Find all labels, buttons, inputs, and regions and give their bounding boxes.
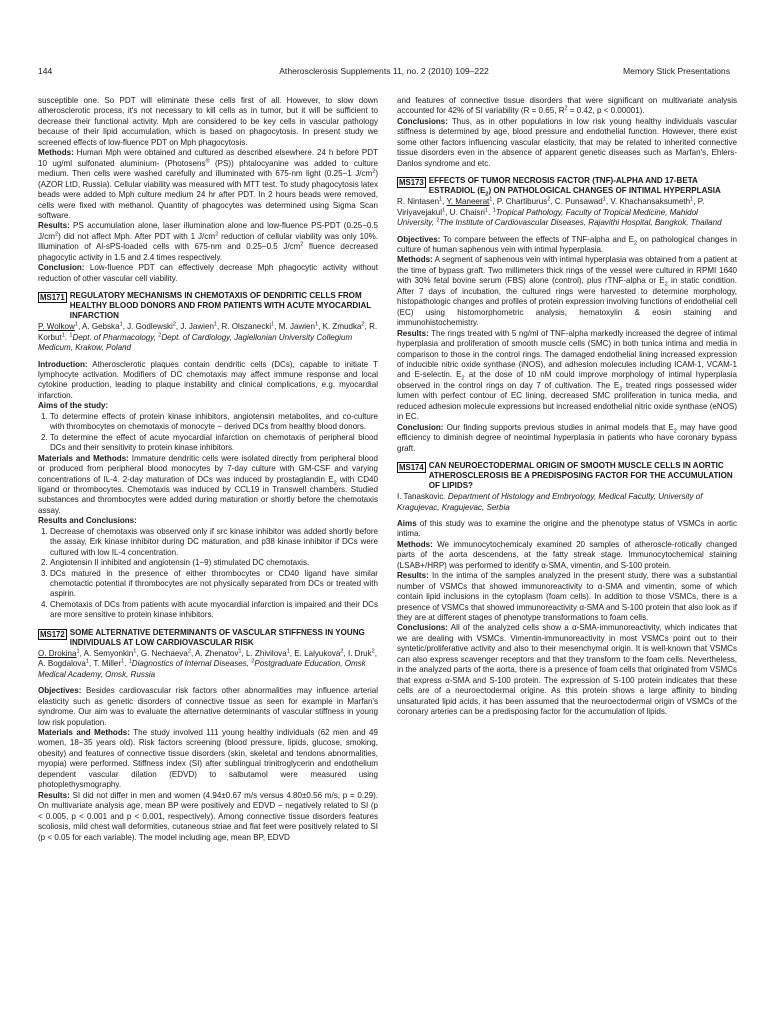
results-list xyxy=(38,527,378,621)
materials-methods-paragraph: Materials and Methods: The study involved 111 young healthy individuals (62 men and 49 women, 18−35 years old). Risk factors screening (blood pressure, lipids, glucose, smoking, obesity) and features of connective tissue disorders (skin, skeletal and tendons abnormalities, myopia) were performed. Stiffness index (SI) after sublingual trinitroglycerin and endothelium dependent vascular dilation (EDVD) to salbutamol were measured using photoplethysmography. xyxy=(38,728,378,790)
abstract-ms174 xyxy=(397,461,737,718)
abstract-heading xyxy=(397,461,737,491)
conclusions-paragraph: Conclusions: All of the analyzed cells show a α-SMA-immunoreactivity, which indicates that we are dealing with VSMCs. Vimentin-immunoreactivity in most VSMCs point out to their syntetic/proliferative activity and also to their mesenchymal origin. It is well-known that VSMCs can also express scavenger receptors and that they transform to the foam cells. Nevertheless, in the analyzed parts of the aorta, there is a presence of foam cells that originated from VSMCs that express α-SMA and S-100 protein. The expression of S-100 protein indicates that these cells are of a neuroectodermal origine. As this protein shows a large affinity to binding unsaturated lipid acids, it has been assumed that the neuroectodermal origin of VSMCs of the coronary arteries can be a predisposing factor for the accumulation of lipids. xyxy=(397,623,737,717)
right-column xyxy=(397,96,737,718)
materials-methods-paragraph: Materials and Methods: Immature dendritic cells were isolated directly from peripheral blood or produced from peripheral blood monocytes by 7-day culture with GM-CSF and varying concentrations of IL-4. 2-day maturation of DCs was induced by prostaglandin $E_2$ with CD40 ligand or thrombocytes. Chemotaxis was induced by CCL19 in Transwell chambers. Studied substances and thrombocytes were added during maturation or shortly before the chemotaxis assay. xyxy=(38,453,378,515)
abstract-title: CAN NEUROECTODERMAL ORIGIN OF SMOOTH MUSCLE CELLS IN AORTIC ATHEROSCLEROSIS BE A PREDISPOSING FACTOR FOR THE ACCUMULATION OF LIPIDS? xyxy=(428,461,733,491)
aims-heading: Aims of the study: xyxy=(38,401,109,411)
author-list: P. Wolkow$^1$, A. Gebska$^1$, J. Godlewski$^2$, J. Jawien$^1$, R. Olszanecki$^1$, M. Jawien$^1$, K. Zmudka$^2$, R. Korbut$^1$. $^1$Dept. of Pharmacology, $^2$Dept. of Cardiology, Jagiellonian University Collegium Medicum, Krakow, Poland xyxy=(38,321,378,353)
journal-citation: Atherosclerosis Supplements 11, no. 2 (2010) 109–222 xyxy=(279,66,489,76)
abstract-heading xyxy=(38,628,378,648)
author-list: R. Nintasen$^1$, Y. Maneerat$^1$, P. Chartiburus$^2$, C. Punsawad$^1$, V. Khachansaksumeth$^1$, P. Viriyavejakul$^1$, U. Chaisri$^1$. $^1$Tropical Pathology, Faculty of Tropical Medicine, Mahidol University, $^2$The Institute of Cardiovascular Diseases, Rajavithi Hospital, Bangkok, Thailand xyxy=(397,196,722,228)
list-item: 2. Angiotensin II inhibited and angiotensin (1−9) stimulated DC chemotaxis. xyxy=(50,558,378,568)
methods-paragraph: Methods: A segment of saphenous vein with intimal hyperplasia was obtained from a patient at the time of bypass graft. Two millimeters thick rings of the vessel were cultured in RPMI 1640 with 30% fetal bovine serum (FBS) alone (control), plus rTNF-alpha or $E_2$ in static condition. After 7 days of incubation, the cultured rings were harvested to determine morphology, histopathologic changes and profiles of protein expression involving functions of endothelial cell (EC) using histomorphometric analysis, hematoxylin & eosin staining and immunohistochemistry. xyxy=(397,255,737,328)
list-item: 3. DCs matured in the presence of either thrombocytes or CD40 ligand have similar chemotactic potential if thrombocytes are not physically separated from DCs or treated with aspirin. xyxy=(50,569,378,600)
methods-paragraph: Methods: We immunocytochemicaly examined 20 samples of atheroscle-rotically changed parts of the aorta descendens, at the fatty streak stage. Immunocytochemical staining (LSAB+/HRP) was performed to identify α-SMA, vimentin, and S-100 protein. xyxy=(397,539,737,570)
abstract-ms171 xyxy=(38,291,378,621)
aims-list xyxy=(38,412,378,454)
list-item: 4. Chemotaxis of DCs from patients with acute myocardial infarction is impaired and their DCs are more sensitive to protein kinase inhibitors. xyxy=(50,600,378,621)
introduction-paragraph: Introduction: Atherosclerotic plaques contain dendritic cells (DCs), capable to initiate T lymphocyte activation. Modifiers of DC chemotaxis may affect immune response and local cytokine production, leading to plaque instability and clinical complications, e.g. myocardial infarction. xyxy=(38,359,378,400)
methods-paragraph: Methods: Human Mph were obtained and cultured as described elsewhere. 24 h before PDT 10 ug/ml sulfonated aluminium- (Photosens® (PS)) phtalocyanine was added to culture medium. Then cells were washed carefully and illuminated with 675-nm light (0.25−1 $J/cm^2$) (AZOR LtD, Russia). Cellular viability was measured with MTT test. To study phagocytosis latex beads were added to Mph culture medium 24 hr after PDT. In 2 hours beads were removed, cells were fixed with methanol. Quantity of phagocytes was determined using Sigma Scan software. xyxy=(38,148,378,220)
page-number: 144 xyxy=(38,66,53,76)
list-item: 1. Decrease of chemotaxis was observed only if src kinase inhibitor was added shortly before the assay, Erk kinase inhibitor during DC maturation, and p38 kinase inhibitor if DCs were cultured with low IL-4 concentration. xyxy=(50,527,378,558)
objectives-paragraph: Objectives: Besides cardiovascular risk factors other abnormalities may influence arterial elasticity such as genetic disorders of connective tissue as seen for example in Marfan's syndrome. Our aim was to evaluate the alternative determinants of vascular stiffness in young low risk population. xyxy=(38,686,378,727)
abstract-code: MS171 xyxy=(40,293,65,303)
objectives-paragraph: Objectives: To compare between the effects of TNF-alpha and $E_2$ on pathological changes in culture of human saphenous vein with intimal hyperplasia. xyxy=(397,234,738,254)
results-paragraph: Results: PS accumulation alone, laser illumination alone and low-fluence PS-PDT (0.25−0.5 $J/cm^2$) did not affect Mph. After PDT with 1 $J/cm^2$ reduction of cellular viability was only 10%. Illumination of Al-sPS-loaded cells with 675-nm and 0.25−0.5 $J/cm^2$ fluence decreased phagocytic activity in 1.5 and 2.4 times respectively. xyxy=(38,221,378,262)
running-header xyxy=(38,66,730,80)
abstract-continuation: susceptible one. So PDT will eliminate these cells first of all. However, to slow down atherosclerotic process, it's not necessary to kill cells as in tumor, but it will be sufficient to decrease their functional activity. Mph are considered to be key cells in vascular pathology because of their lipid accumulation, which is based on phagocytosis. In present study we screened effects of low-fluence PDT on Mph phagocytosis. xyxy=(38,96,378,147)
conclusion-paragraph: Conclusion: Low-fluence PDT can effectively decrease Mph phagocytic activity without reduction of other vascular cell viability. xyxy=(38,263,378,283)
abstract-code: MS172 xyxy=(40,629,65,639)
abstract-code: MS174 xyxy=(399,463,424,473)
abstract-title: EFFECTS OF TUMOR NECROSIS FACTOR (TNF)-ALPHA AND 17-BETA ESTRADIOL $(E_2)$ ON PATHOLOGICAL CHANGES OF INTIMAL HYPERPLASIA xyxy=(428,176,721,198)
abstract-title: REGULATORY MECHANISMS IN CHEMOTAXIS OF DENDRITIC CELLS FROM HEALTHY BLOOD DONORS AND FROM PATIENTS WITH ACUTE MYOCARDIAL INFARCTION xyxy=(69,291,372,321)
abstract-ms172 xyxy=(38,628,378,843)
results-paragraph: Results: The rings treated with 5 ng/ml of TNF-alpha markedly increased the degree of intimal hyperplasia and proliferation of smooth muscle cells (SMC) in both tunica intima and media in comparison to those in the control rings. The damaged endothelial lining increased expression of inducible nitric oxide synthase (iNOS), and adhesion molecules including ICAM-1, VCAM-1 and E-selectin. $E_2$ at the dose of 10 nM could improve morphology of intimal hyperplasia observed in the control rings on day 7 of cultivation. The $E_2$ treated rings possessed wider lumen with perfect contour of EC lining, decreased SMC proliferation in tunica media, and reduced adhesion molecule expressions but increased endothelial nitric oxide synthase (eNOS) in EC. xyxy=(397,328,737,422)
abstract-heading xyxy=(397,176,737,196)
author-list: O. Drokina$^1$, A. Semyonkin$^1$, G. Nechaeva$^2$, A. Zhenatov$^1$, L. Zhivilova$^1$, E. Lalyukova$^2$, I. Druk$^2$, A. Bogdalova$^1$, T. Miller$^1$. $^1$Diagnostics of Internal Diseases, $^2$Postgraduate Education, Omsk Medical Academy, Omsk, Russia xyxy=(38,648,378,679)
abstract-title: SOME ALTERNATIVE DETERMINANTS OF VASCULAR STIFFNESS IN YOUNG INDIVIDUALS AT LOW CARDIOVASCULAR RISK xyxy=(69,627,365,647)
results-paragraph: Results: In the intima of the samples analyzed in the present study, there was a substantial number of VSMCs that showed immunoreactivity to α-SMA and vimentin, some of which contain lipid inclusions in the cytoplasm (foam cells). In addition to those VSMCs, there is a presence of VSMCs that showed immunoreactivity α-SMA and S-100 protein that also look as if they are at different stages of phenotype transformations to foam cells. xyxy=(397,571,737,623)
results-paragraph: Results: SI did not differ in men and women (4.94±0.67 m/s versus 4.80±0.56 m/s, p = 0.29). On multivariate analysis age, mean BP were positively and EDVD − negatively related to SI (p < 0.005, p < 0.001 and p < 0.001, respectively). Among connective tissue disorders features scoliosis, mild chest wall deformities, cutaneous striae and flat feet were positively related to SI (p < 0.05 for each variable). The model including age, mean BP, EDVD xyxy=(38,790,378,842)
author-list: I. Tanaskovic. Department of Histology and Embryology, Medical Faculty, University of Kragujevac, Kragujevac, Serbia xyxy=(397,492,703,512)
results-heading: Results and Conclusions: xyxy=(38,516,137,526)
list-item: 2. To determine the effect of acute myocardial infarction on chemotaxis of peripheral blood DCs and their sensitivity to protein kinase inhibitors. xyxy=(50,433,378,454)
abstract-heading xyxy=(38,291,378,321)
conclusion-paragraph: Conclusion: Our finding supports previous studies in animal models that $E_2$ may have good efficiency to diminish degree of neointimal hyperplasia in patients who have coronary bypass graft. xyxy=(397,422,737,453)
left-column xyxy=(38,96,378,843)
list-item: 1. To determine effects of protein kinase inhibitors, angiotensin metabolites, and co-culture with thrombocytes on chemotaxis of monocyte − derived DCs from healthy blood donors. xyxy=(50,412,378,433)
aims-paragraph: Aims of this study was to examine the origine and the phenotype status of VSMCs in aortic intima. xyxy=(397,518,737,539)
abstract-ms173 xyxy=(397,176,737,454)
conclusions-paragraph: Conclusions: Thus, as in other populations in low risk young healthy individuals vascular stiffness is determined by age, blood pressure and endothelial function. However, there exist some other factors influencing vascular elasticity, that may be related to inherited connective tissue disorders even in the absence of apparent genetic diseases such as Marfan's, Ehlers-Danlos syndrome and etc. xyxy=(397,116,737,168)
abstract-continuation: and features of connective tissue disorders that were significant on multivariate analysis accounted for 42% of SI variability (R = 0.65, $R^2 = 0.42$, p < 0.00001). xyxy=(397,96,737,116)
section-title: Memory Stick Presentations xyxy=(623,66,730,76)
abstract-code: MS173 xyxy=(399,178,424,188)
